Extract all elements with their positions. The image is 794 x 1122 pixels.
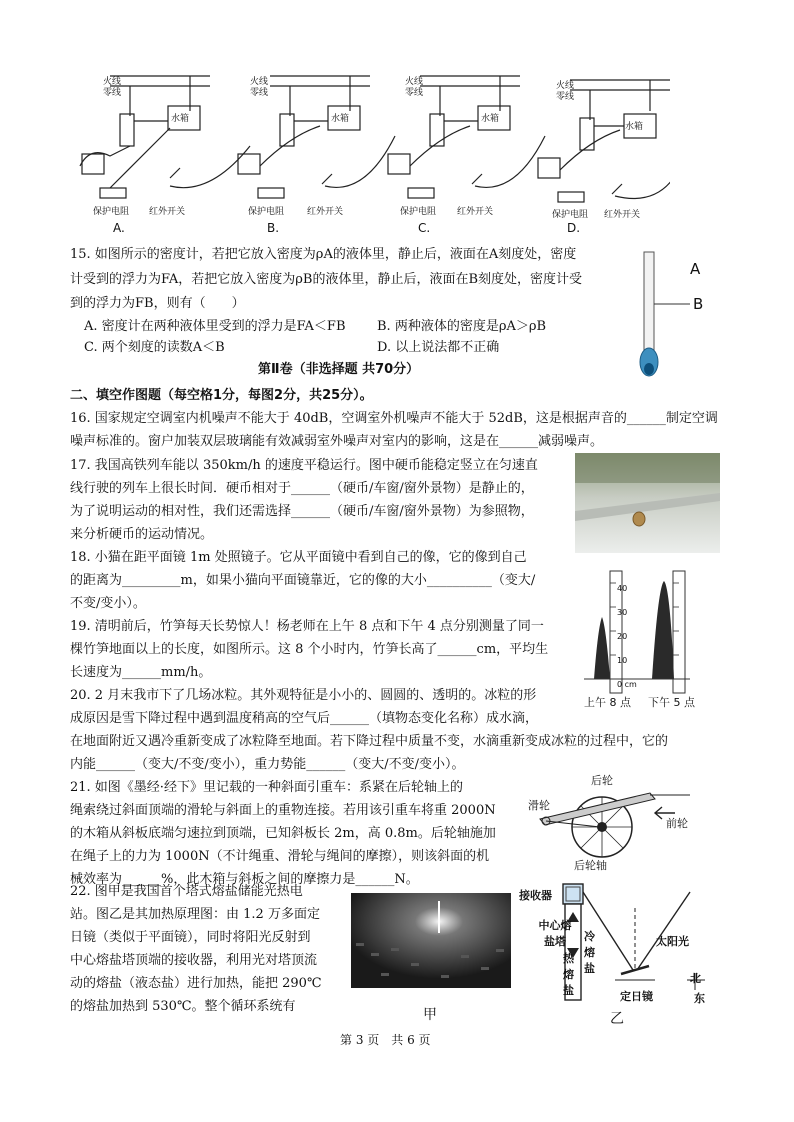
- label-east: 东: [694, 992, 705, 1005]
- label-cold-salt: 冷熔盐: [584, 930, 595, 975]
- section2-title: 二、填空作图题（每空格1分，每图2分，共25分）。: [70, 388, 373, 403]
- q22-line-6: 的熔盐加热到 530℃。整个循环系统有: [70, 999, 296, 1014]
- fire-line-label-b: 火线: [250, 77, 269, 87]
- q20-line-4: 内能______（变大/不变/变小），重力势能______（变大/不变/变小）。: [70, 757, 465, 772]
- q21-line-1: 21. 如图《墨经·经下》里记载的一种斜面引重车：系紧在后轮轴上的: [70, 780, 463, 795]
- q17-line-4: 来分析硬币的运动情况。: [70, 527, 214, 542]
- fire-line-label-a: 火线: [103, 77, 122, 87]
- circuit-option-a: A.: [113, 221, 125, 235]
- ruler-tick-0: 0 cm: [617, 680, 637, 689]
- protect-resistor-label-a: 保护电阻: [93, 207, 130, 217]
- q15-option-d: D. 以上说法都不正确: [377, 340, 500, 355]
- q17-line-1: 17. 我国高铁列车能以 350km/h 的速度平稳运行。图中硬币能稳定竖立在匀速直: [70, 458, 538, 473]
- water-tank-label-c: 水箱: [481, 114, 500, 124]
- q22-line-2: 站。图乙是其加热原理图：由 1.2 万多面定: [70, 907, 320, 922]
- q15-option-a: A. 密度计在两种液体里受到的浮力是FA＜FB: [84, 319, 346, 334]
- q15-option-c: C. 两个刻度的读数A＜B: [84, 340, 225, 355]
- water-tank-label-d: 水箱: [625, 122, 644, 132]
- water-tank-label-b: 水箱: [331, 114, 350, 124]
- q19-line-3: 长速度为______mm/h。: [70, 665, 212, 680]
- bamboo-rulers-figure: [578, 567, 698, 707]
- label-sunlight: 太阳光: [656, 935, 689, 948]
- q16-line-1: 16. 国家规定空调室内机噪声不能大于 40dB，空调室外机噪声不能大于 52dB，这是根据声音的______制定空调: [70, 411, 718, 426]
- q19-line-1: 19. 清明前后，竹笋每天长势惊人！杨老师在上午 8 点和下午 4 点分别测量了同一: [70, 619, 544, 634]
- q15-line-1: 15. 如图所示的密度计，若把它放入密度为ρA的液体里，静止后，液面在A刻度处，密度: [70, 247, 577, 262]
- label-pulley: 滑轮: [528, 799, 550, 812]
- label-rear-wheel: 后轮: [591, 774, 613, 787]
- zero-line-label-b: 零线: [250, 88, 269, 98]
- caption-jia: 甲: [423, 1007, 437, 1023]
- q17-line-2: 线行驶的列车上很长时间．硬币相对于______（硬币/车窗/窗外景物）是静止的，: [70, 481, 534, 496]
- label-tower: 中心熔盐塔: [538, 919, 572, 948]
- ruler-tick-10: 10: [617, 656, 628, 665]
- q18-line-2: 的距离为_________m，如果小猫向平面镜靠近，它的像的大小__________（变大/: [70, 573, 536, 588]
- label-north: 北: [690, 972, 701, 985]
- q22-line-1: 22. 图甲是我国首个塔式熔盐储能光热电: [70, 884, 303, 899]
- q21-line-3: 的木箱从斜板底端匀速拉到顶端，已知斜板长 2m，高 0.8m。后轮轴施加: [70, 826, 496, 841]
- zero-line-label-c: 零线: [405, 88, 424, 98]
- fire-line-label-c: 火线: [405, 77, 424, 87]
- ruler-tick-30: 30: [617, 608, 628, 617]
- label-rear-axle: 后轮轴: [574, 859, 607, 872]
- q16-line-2: 噪声标准的。窗户加装双层玻璃能有效减弱室外噪声对室内的影响，这是在______减弱噪声。: [70, 434, 604, 449]
- ir-switch-label-c: 红外开关: [457, 207, 494, 217]
- ir-switch-label-b: 红外开关: [307, 207, 344, 217]
- page-footer: 第 3 页 共 6 页: [340, 1033, 431, 1047]
- ir-switch-label-d: 红外开关: [604, 210, 641, 220]
- ruler-tick-20: 20: [617, 632, 628, 641]
- circuit-option-c: C.: [418, 221, 431, 235]
- bamboo-caption-morning: 上午 8 点: [584, 696, 631, 709]
- q18-line-1: 18. 小猫在距平面镜 1m 处照镜子。它从平面镜中看到自己的像，它的像到自己: [70, 550, 527, 565]
- q22-line-4: 中心熔盐塔顶端的接收器，利用光对塔顶流: [70, 953, 318, 968]
- protect-resistor-label-d: 保护电阻: [552, 210, 589, 220]
- q19-line-2: 棵竹笋地面以上的长度，如图所示。这 8 个小时内，竹笋长高了______cm，平均生: [70, 642, 549, 657]
- protect-resistor-label-c: 保护电阻: [400, 207, 437, 217]
- q18-line-3: 不变/变小）。: [70, 596, 146, 611]
- hydrometer-figure: [630, 250, 720, 380]
- part2-title: 第Ⅱ卷（非选择题 共70分）: [258, 362, 420, 377]
- q15-option-b: B. 两种液体的密度是ρA＞ρB: [377, 319, 547, 334]
- q20-line-3: 在地面附近又遇冷重新变成了冰粒降至地面。若下降过程中质量不变，水滴重新变成冰粒的过程中，它的: [70, 734, 669, 749]
- train-coin-photo: [575, 453, 720, 553]
- label-heliostat: 定日镜: [620, 990, 653, 1003]
- solar-plant-photo: [351, 893, 511, 988]
- q15-line-2: 计受到的浮力为FA，若把它放入密度为ρB的液体里，静止后，液面在B刻度处，密度计受: [70, 272, 583, 287]
- fire-line-label-d: 火线: [556, 81, 575, 91]
- zero-line-label-a: 零线: [103, 88, 122, 98]
- label-front-wheel: 前轮: [666, 817, 688, 830]
- ruler-tick-40: 40: [617, 584, 628, 593]
- q22-line-3: 日镜（类似于平面镜），同时将阳光反射到: [70, 930, 311, 945]
- hydrometer-label-b: B: [693, 295, 704, 313]
- zero-line-label-d: 零线: [556, 92, 575, 102]
- circuit-option-d: D.: [567, 221, 581, 235]
- q20-line-1: 20. 2 月末我市下了几场冰粒。其外观特征是小小的、圆圆的、透明的。冰粒的形: [70, 688, 537, 703]
- bamboo-caption-afternoon: 下午 5 点: [648, 696, 695, 709]
- label-receiver: 接收器: [519, 889, 552, 902]
- q22-line-5: 动的熔盐（液态盐）进行加热，能把 290℃: [70, 976, 322, 991]
- q21-line-5: 械效率为______%，此木箱与斜板之间的摩擦力是______N。: [70, 872, 419, 887]
- hydrometer-label-a: A: [690, 260, 701, 278]
- q21-line-4: 在绳子上的力为 1000N（不计绳重、滑轮与绳间的摩擦），则该斜面的机: [70, 849, 490, 864]
- q17-line-3: 为了说明运动的相对性，我们还需选择______（硬币/车窗/窗外景物）为参照物，: [70, 504, 534, 519]
- caption-yi: 乙: [610, 1011, 624, 1027]
- label-hot-salt: 热熔盐: [563, 952, 574, 997]
- ir-switch-label-a: 红外开关: [149, 207, 186, 217]
- q15-line-3: 到的浮力为FB，则有（ ）: [70, 296, 245, 311]
- protect-resistor-label-b: 保护电阻: [248, 207, 285, 217]
- circuit-option-b: B.: [267, 221, 280, 235]
- q21-line-2: 绳索绕过斜面顶端的滑轮与斜面上的重物连接。若用该引重车将重 2000N: [70, 803, 496, 818]
- water-tank-label-a: 水箱: [171, 114, 190, 124]
- q20-line-2: 成原因是雪下降过程中遇到温度稍高的空气后______（填物态变化名称）成水滴，: [70, 711, 539, 726]
